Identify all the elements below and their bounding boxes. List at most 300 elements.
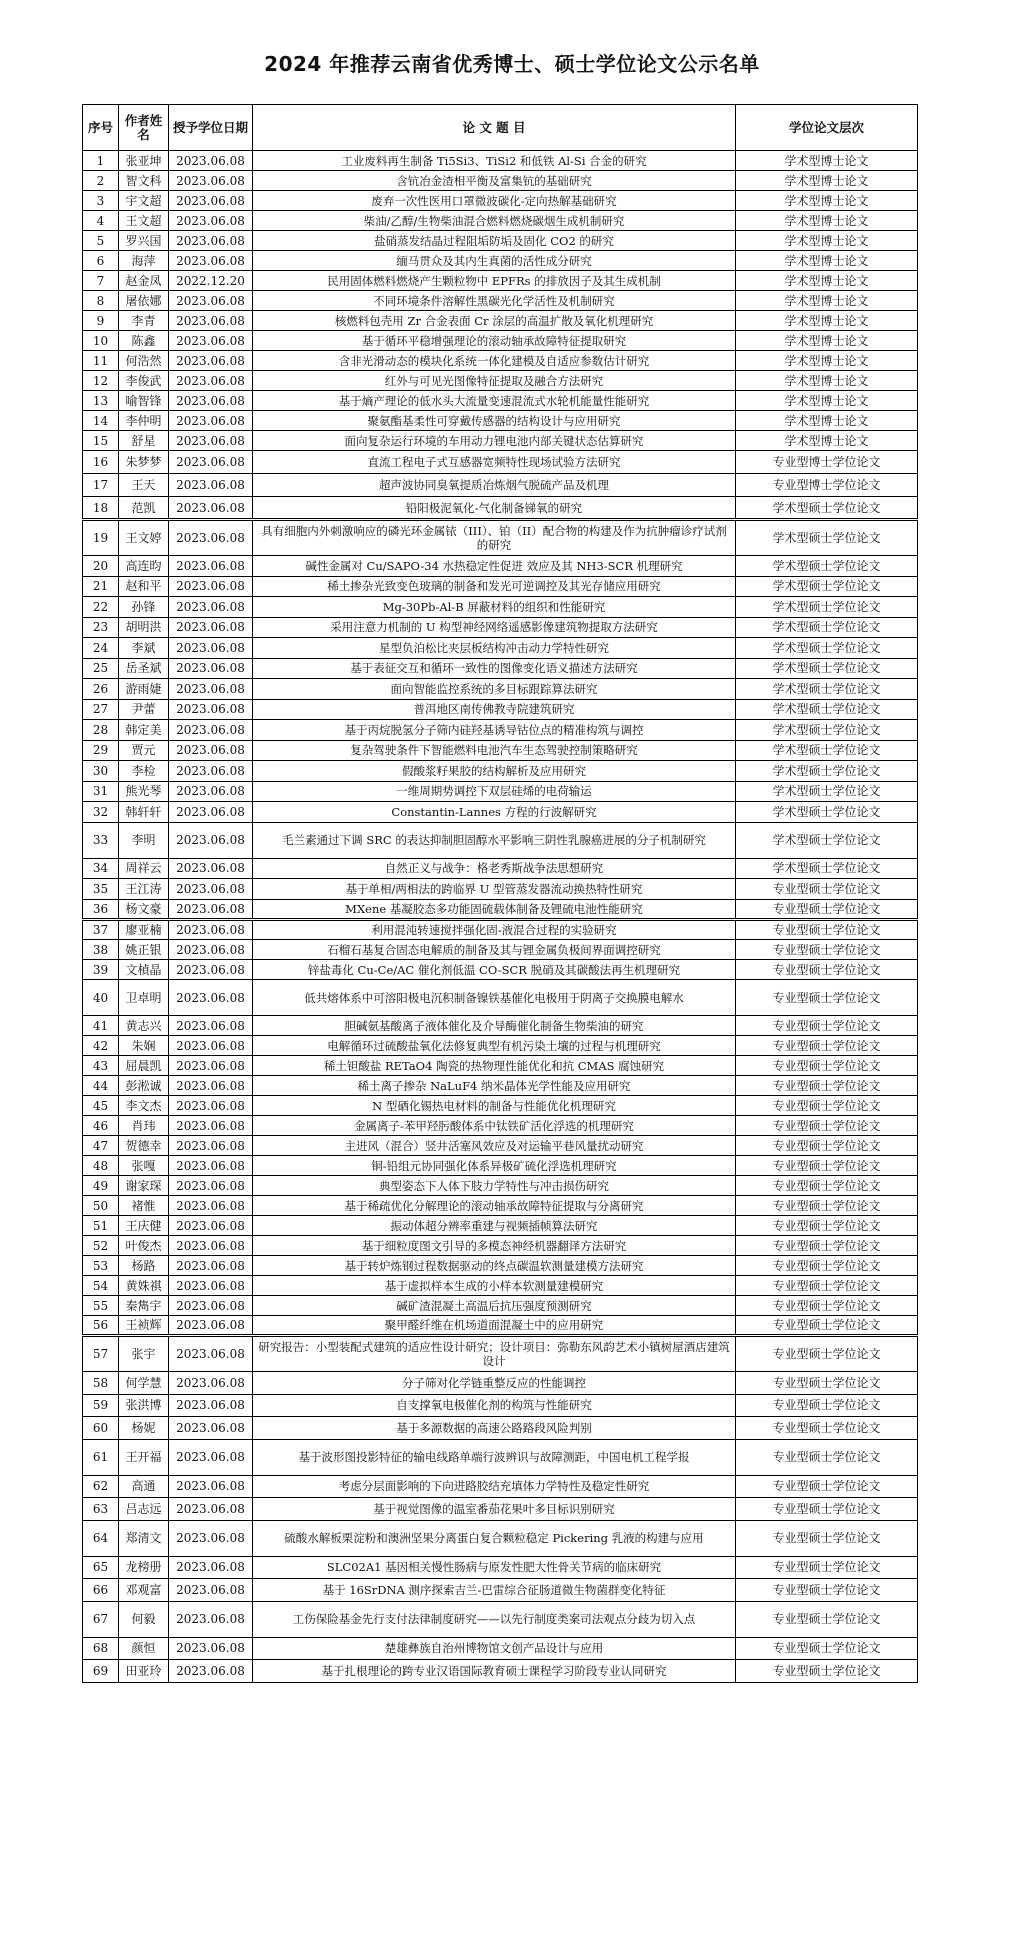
- cell-thesis-title: 毛兰素通过下调 SRC 的表达抑制胆固醇水平影响三阴性乳腺癌进展的分子机制研究: [253, 822, 736, 858]
- table-row: [83, 1394, 918, 1417]
- table-row: [83, 271, 918, 291]
- cell-date: 2023.06.08: [169, 802, 253, 823]
- cell-thesis-title: 稀土掺杂光致变色玻璃的制备和发光可逆调控及其光存储应用研究: [253, 576, 736, 597]
- cell-thesis-title: 金属离子-苯甲羟肟酸体系中钛铁矿活化浮选的机理研究: [253, 1116, 736, 1136]
- cell-date: 2023.06.08: [169, 151, 253, 171]
- cell-no: 42: [83, 1036, 119, 1056]
- cell-degree-level: 学术型博士论文: [736, 431, 918, 451]
- cell-no: 6: [83, 251, 119, 271]
- cell-date: 2023.06.08: [169, 1637, 253, 1660]
- cell-date: 2023.06.08: [169, 980, 253, 1016]
- cell-thesis-title: 稀土离子掺杂 NaLuF4 纳米晶体光学性能及应用研究: [253, 1076, 736, 1096]
- cell-author: 孙锋: [119, 597, 169, 618]
- cell-degree-level: 专业型博士学位论文: [736, 474, 918, 497]
- table-row: [83, 1439, 918, 1475]
- cell-degree-level: 专业型硕士学位论文: [736, 1579, 918, 1602]
- table-row: [83, 1196, 918, 1216]
- cell-author: 岳圣斌: [119, 658, 169, 679]
- cell-degree-level: 专业型硕士学位论文: [736, 1096, 918, 1116]
- cell-no: 35: [83, 879, 119, 900]
- cell-author: 杨路: [119, 1256, 169, 1276]
- cell-author: 黄志兴: [119, 1016, 169, 1036]
- cell-degree-level: 专业型硕士学位论文: [736, 899, 918, 920]
- cell-date: 2023.06.08: [169, 556, 253, 577]
- cell-date: 2023.06.08: [169, 761, 253, 782]
- cell-degree-level: 专业型硕士学位论文: [736, 1498, 918, 1521]
- cell-no: 4: [83, 211, 119, 231]
- cell-date: 2023.06.08: [169, 920, 253, 940]
- cell-no: 49: [83, 1176, 119, 1196]
- cell-degree-level: 专业型硕士学位论文: [736, 1196, 918, 1216]
- cell-no: 38: [83, 940, 119, 960]
- cell-thesis-title: 面向复杂运行环境的车用动力锂电池内部关键状态估算研究: [253, 431, 736, 451]
- cell-author: 王文婷: [119, 520, 169, 556]
- table-row: [83, 1256, 918, 1276]
- cell-date: 2023.06.08: [169, 740, 253, 761]
- cell-thesis-title: 低共熔体系中可溶阳极电沉积制备镍铁基催化电极用于阴离子交换膜电解水: [253, 980, 736, 1016]
- cell-degree-level: 学术型博士论文: [736, 371, 918, 391]
- cell-degree-level: 学术型博士论文: [736, 251, 918, 271]
- cell-thesis-title: 普洱地区南传佛教寺院建筑研究: [253, 699, 736, 720]
- cell-no: 55: [83, 1296, 119, 1316]
- cell-author: 张亚坤: [119, 151, 169, 171]
- cell-degree-level: 学术型硕士学位论文: [736, 858, 918, 879]
- page-title: 2024 年推荐云南省优秀博士、硕士学位论文公示名单: [264, 52, 760, 76]
- cell-degree-level: 专业型硕士学位论文: [736, 1156, 918, 1176]
- cell-thesis-title: 基于视觉图像的温室番茄花果叶多目标识别研究: [253, 1498, 736, 1521]
- cell-author: 龙榜册: [119, 1556, 169, 1579]
- cell-no: 37: [83, 920, 119, 940]
- cell-date: 2023.06.08: [169, 1660, 253, 1683]
- table-row: [83, 451, 918, 474]
- cell-author: 李明: [119, 822, 169, 858]
- cell-author: 卫卓明: [119, 980, 169, 1016]
- table-row: [83, 740, 918, 761]
- cell-no: 54: [83, 1276, 119, 1296]
- cell-degree-level: 专业型硕士学位论文: [736, 1036, 918, 1056]
- cell-author: 智文科: [119, 171, 169, 191]
- table-row: [83, 960, 918, 980]
- cell-thesis-title: 工业废料再生制备 Ti5Si3、TiSi2 和低铁 Al-Si 合金的研究: [253, 151, 736, 171]
- cell-degree-level: 学术型硕士学位论文: [736, 802, 918, 823]
- table-row: [83, 1660, 918, 1683]
- cell-no: 16: [83, 451, 119, 474]
- cell-thesis-title: 典型姿态下人体下肢力学特性与冲击损伤研究: [253, 1176, 736, 1196]
- cell-date: 2023.06.08: [169, 1256, 253, 1276]
- cell-degree-level: 专业型硕士学位论文: [736, 1394, 918, 1417]
- table-row: [83, 1176, 918, 1196]
- cell-author: 肖玮: [119, 1116, 169, 1136]
- cell-degree-level: 专业型硕士学位论文: [736, 1556, 918, 1579]
- cell-date: 2023.06.08: [169, 940, 253, 960]
- header-level: 学位论文层次: [736, 105, 918, 151]
- cell-no: 1: [83, 151, 119, 171]
- cell-thesis-title: 假酸浆籽果胶的结构解析及应用研究: [253, 761, 736, 782]
- cell-date: 2023.06.08: [169, 1556, 253, 1579]
- cell-degree-level: 专业型硕士学位论文: [736, 1016, 918, 1036]
- cell-degree-level: 专业型硕士学位论文: [736, 1176, 918, 1196]
- cell-author: 韩轩轩: [119, 802, 169, 823]
- cell-thesis-title: 分子筛对化学链重整反应的性能调控: [253, 1372, 736, 1395]
- cell-thesis-title: 硫酸水解板栗淀粉和澳洲坚果分离蛋白复合颗粒稳定 Pickering 乳液的构建与应用: [253, 1520, 736, 1556]
- cell-author: 彭淞诚: [119, 1076, 169, 1096]
- cell-date: 2023.06.08: [169, 497, 253, 520]
- cell-degree-level: 专业型硕士学位论文: [736, 980, 918, 1016]
- cell-no: 3: [83, 191, 119, 211]
- cell-no: 26: [83, 679, 119, 700]
- cell-degree-level: 学术型硕士学位论文: [736, 638, 918, 659]
- table-row: [83, 1156, 918, 1176]
- cell-no: 66: [83, 1579, 119, 1602]
- cell-no: 21: [83, 576, 119, 597]
- cell-degree-level: 学术型博士论文: [736, 331, 918, 351]
- table-row: [83, 638, 918, 659]
- cell-author: 杨妮: [119, 1417, 169, 1440]
- cell-thesis-title: 含钪冶金渣相平衡及富集钪的基础研究: [253, 171, 736, 191]
- cell-author: 张宇: [119, 1336, 169, 1372]
- table-row: [83, 391, 918, 411]
- cell-no: 11: [83, 351, 119, 371]
- table-row: [83, 1520, 918, 1556]
- table-row: [83, 699, 918, 720]
- cell-date: 2023.06.08: [169, 1579, 253, 1602]
- cell-no: 67: [83, 1601, 119, 1637]
- cell-author: 邓观富: [119, 1579, 169, 1602]
- cell-thesis-title: 稀土钽酸盐 RETaO4 陶瓷的热物理性能优化和抗 CMAS 腐蚀研究: [253, 1056, 736, 1076]
- cell-author: 黄姝祺: [119, 1276, 169, 1296]
- cell-degree-level: 专业型硕士学位论文: [736, 1056, 918, 1076]
- table-row: [83, 658, 918, 679]
- cell-no: 12: [83, 371, 119, 391]
- cell-thesis-title: 主进风（混合）竖井活塞风效应及对运输平巷风量扰动研究: [253, 1136, 736, 1156]
- cell-no: 36: [83, 899, 119, 920]
- cell-degree-level: 学术型博士论文: [736, 191, 918, 211]
- cell-date: 2023.06.08: [169, 431, 253, 451]
- cell-author: 何浩然: [119, 351, 169, 371]
- cell-date: 2023.06.08: [169, 231, 253, 251]
- cell-no: 43: [83, 1056, 119, 1076]
- cell-author: 周祥云: [119, 858, 169, 879]
- cell-degree-level: 专业型硕士学位论文: [736, 1475, 918, 1498]
- cell-author: 朱娴: [119, 1036, 169, 1056]
- cell-date: 2023.06.08: [169, 331, 253, 351]
- table-row: [83, 879, 918, 900]
- cell-no: 19: [83, 520, 119, 556]
- table-row: [83, 1236, 918, 1256]
- cell-date: 2023.06.08: [169, 1439, 253, 1475]
- cell-thesis-title: 基于稀疏优化分解理论的滚动轴承故障特征提取与分离研究: [253, 1196, 736, 1216]
- cell-degree-level: 学术型博士论文: [736, 291, 918, 311]
- cell-author: 李文杰: [119, 1096, 169, 1116]
- cell-thesis-title: 含非光滑动态的模块化系统一体化建模及自适应参数估计研究: [253, 351, 736, 371]
- cell-author: 何毅: [119, 1601, 169, 1637]
- cell-no: 63: [83, 1498, 119, 1521]
- cell-no: 20: [83, 556, 119, 577]
- cell-degree-level: 学术型博士论文: [736, 391, 918, 411]
- cell-author: 屈晨凯: [119, 1056, 169, 1076]
- cell-author: 喻智锋: [119, 391, 169, 411]
- cell-author: 王江涛: [119, 879, 169, 900]
- table-row: [83, 1637, 918, 1660]
- cell-degree-level: 学术型博士论文: [736, 171, 918, 191]
- cell-degree-level: 专业型硕士学位论文: [736, 1116, 918, 1136]
- cell-date: 2023.06.08: [169, 1236, 253, 1256]
- table-row: [83, 291, 918, 311]
- cell-date: 2023.06.08: [169, 1096, 253, 1116]
- cell-no: 53: [83, 1256, 119, 1276]
- cell-author: 贾元: [119, 740, 169, 761]
- cell-no: 30: [83, 761, 119, 782]
- cell-no: 45: [83, 1096, 119, 1116]
- table-row: [83, 520, 918, 556]
- cell-thesis-title: 基于单相/两相法的跨临界 U 型管蒸发器流动换热特性研究: [253, 879, 736, 900]
- cell-date: 2023.06.08: [169, 679, 253, 700]
- cell-degree-level: 专业型硕士学位论文: [736, 1216, 918, 1236]
- cell-degree-level: 专业型硕士学位论文: [736, 1136, 918, 1156]
- cell-degree-level: 专业型硕士学位论文: [736, 940, 918, 960]
- cell-no: 48: [83, 1156, 119, 1176]
- table-row: [83, 1556, 918, 1579]
- table-row: [83, 1475, 918, 1498]
- cell-thesis-title: 聚甲醛纤维在机场道面混凝土中的应用研究: [253, 1316, 736, 1336]
- cell-author: 陈鑫: [119, 331, 169, 351]
- cell-author: 高通: [119, 1475, 169, 1498]
- cell-author: 游雨婕: [119, 679, 169, 700]
- cell-thesis-title: 基于虚拟样本生成的小样本软测量建模研究: [253, 1276, 736, 1296]
- cell-author: 李俊武: [119, 371, 169, 391]
- cell-thesis-title: 楚雄彝族自治州博物馆文创产品设计与应用: [253, 1637, 736, 1660]
- cell-date: 2023.06.08: [169, 311, 253, 331]
- cell-degree-level: 专业型硕士学位论文: [736, 1276, 918, 1296]
- cell-date: 2023.06.08: [169, 371, 253, 391]
- cell-no: 31: [83, 781, 119, 802]
- cell-thesis-title: 自支撑氧电极催化剂的构筑与性能研究: [253, 1394, 736, 1417]
- cell-thesis-title: 研究报告：小型装配式建筑的适应性设计研究；设计项目：弥勒东风韵艺术小镇树屋酒店建筑设计: [253, 1336, 736, 1372]
- cell-no: 13: [83, 391, 119, 411]
- table-row: [83, 1498, 918, 1521]
- cell-date: 2023.06.08: [169, 1276, 253, 1296]
- cell-date: 2023.06.08: [169, 1176, 253, 1196]
- table-body: [83, 151, 918, 1683]
- thesis-table: [82, 104, 918, 1683]
- cell-no: 32: [83, 802, 119, 823]
- cell-date: 2023.06.08: [169, 858, 253, 879]
- cell-author: 李检: [119, 761, 169, 782]
- cell-author: 杨文豪: [119, 899, 169, 920]
- cell-degree-level: 学术型博士论文: [736, 351, 918, 371]
- table-row: [83, 1116, 918, 1136]
- cell-date: 2023.06.08: [169, 1196, 253, 1216]
- cell-author: 吕志远: [119, 1498, 169, 1521]
- cell-date: 2023.06.08: [169, 576, 253, 597]
- cell-author: 李斌: [119, 638, 169, 659]
- table-header-row: [83, 105, 918, 151]
- cell-author: 范凯: [119, 497, 169, 520]
- cell-thesis-title: 基于扎根理论的跨专业汉语国际教育硕士课程学习阶段专业认同研究: [253, 1660, 736, 1683]
- table-row: [83, 1276, 918, 1296]
- cell-no: 27: [83, 699, 119, 720]
- table-row: [83, 1601, 918, 1637]
- cell-degree-level: 学术型硕士学位论文: [736, 597, 918, 618]
- cell-date: 2023.06.08: [169, 879, 253, 900]
- cell-author: 罗兴国: [119, 231, 169, 251]
- cell-date: 2023.06.08: [169, 391, 253, 411]
- cell-no: 2: [83, 171, 119, 191]
- cell-author: 韩定美: [119, 720, 169, 741]
- cell-degree-level: 学术型博士论文: [736, 151, 918, 171]
- cell-thesis-title: 基于丙烷脱氢分子筛内硅羟基诱导钴位点的精准构筑与调控: [253, 720, 736, 741]
- cell-no: 24: [83, 638, 119, 659]
- cell-author: 胡明洪: [119, 617, 169, 638]
- header-date: 授予学位日期: [169, 105, 253, 151]
- cell-no: 41: [83, 1016, 119, 1036]
- cell-no: 57: [83, 1336, 119, 1372]
- cell-date: 2023.06.08: [169, 191, 253, 211]
- cell-author: 谢家琛: [119, 1176, 169, 1196]
- cell-no: 39: [83, 960, 119, 980]
- cell-thesis-title: 工伤保险基金先行支付法律制度研究——以先行制度类案司法观点分歧为切入点: [253, 1601, 736, 1637]
- cell-degree-level: 专业型硕士学位论文: [736, 1372, 918, 1395]
- cell-author: 王祯辉: [119, 1316, 169, 1336]
- cell-degree-level: 学术型硕士学位论文: [736, 520, 918, 556]
- cell-author: 秦雋宇: [119, 1296, 169, 1316]
- cell-date: 2023.06.08: [169, 720, 253, 741]
- table-row: [83, 431, 918, 451]
- table-row: [83, 331, 918, 351]
- table-row: [83, 940, 918, 960]
- cell-date: 2023.06.08: [169, 960, 253, 980]
- cell-date: 2023.06.08: [169, 1520, 253, 1556]
- cell-date: 2023.06.08: [169, 822, 253, 858]
- cell-degree-level: 专业型博士学位论文: [736, 451, 918, 474]
- cell-author: 赵和平: [119, 576, 169, 597]
- cell-no: 15: [83, 431, 119, 451]
- table-row: [83, 151, 918, 171]
- table-row: [83, 1336, 918, 1372]
- cell-degree-level: 学术型博士论文: [736, 231, 918, 251]
- cell-thesis-title: 不同环境条件溶解性黑碳光化学活性及机制研究: [253, 291, 736, 311]
- cell-author: 贺德幸: [119, 1136, 169, 1156]
- cell-degree-level: 专业型硕士学位论文: [736, 1076, 918, 1096]
- table-row: [83, 1579, 918, 1602]
- cell-date: 2023.06.08: [169, 899, 253, 920]
- header-author: 作者姓名: [119, 105, 169, 151]
- cell-date: 2023.06.08: [169, 211, 253, 231]
- cell-thesis-title: 基于细粒度图文引导的多模态神经机器翻译方法研究: [253, 1236, 736, 1256]
- table-row: [83, 351, 918, 371]
- cell-date: 2023.06.08: [169, 1417, 253, 1440]
- cell-thesis-title: 碱矿渣混凝土高温后抗压强度预测研究: [253, 1296, 736, 1316]
- cell-no: 52: [83, 1236, 119, 1256]
- cell-degree-level: 专业型硕士学位论文: [736, 1316, 918, 1336]
- table-row: [83, 720, 918, 741]
- cell-degree-level: 学术型硕士学位论文: [736, 679, 918, 700]
- cell-thesis-title: 振动体超分辨率重建与视频插帧算法研究: [253, 1216, 736, 1236]
- cell-no: 22: [83, 597, 119, 618]
- cell-thesis-title: 基于波形图投影特征的输电线路单端行波辨识与故障测距，中国电机工程学报: [253, 1439, 736, 1475]
- cell-no: 23: [83, 617, 119, 638]
- header-no: 序号: [83, 105, 119, 151]
- cell-date: 2023.06.08: [169, 1076, 253, 1096]
- cell-degree-level: 专业型硕士学位论文: [736, 1256, 918, 1276]
- cell-author: 何学慧: [119, 1372, 169, 1395]
- cell-no: 25: [83, 658, 119, 679]
- cell-author: 宇文超: [119, 191, 169, 211]
- cell-thesis-title: 基于多源数据的高速公路路段风险判别: [253, 1417, 736, 1440]
- cell-thesis-title: 盐硝蒸发结晶过程阻垢防垢及固化 CO2 的研究: [253, 231, 736, 251]
- cell-author: 姚正银: [119, 940, 169, 960]
- table-row: [83, 231, 918, 251]
- table-row: [83, 802, 918, 823]
- cell-author: 李青: [119, 311, 169, 331]
- cell-thesis-title: 废弃一次性医用口罩微波碳化-定向热解基础研究: [253, 191, 736, 211]
- cell-date: 2023.06.08: [169, 1136, 253, 1156]
- cell-author: 舒星: [119, 431, 169, 451]
- cell-no: 5: [83, 231, 119, 251]
- cell-degree-level: 学术型硕士学位论文: [736, 497, 918, 520]
- cell-thesis-title: SLC02A1 基因相关慢性肠病与原发性肥大性骨关节病的临床研究: [253, 1556, 736, 1579]
- cell-date: 2023.06.08: [169, 1036, 253, 1056]
- cell-degree-level: 专业型硕士学位论文: [736, 1236, 918, 1256]
- cell-date: 2023.06.08: [169, 251, 253, 271]
- cell-thesis-title: N 型硒化锡热电材料的制备与性能优化机理研究: [253, 1096, 736, 1116]
- cell-degree-level: 学术型硕士学位论文: [736, 617, 918, 638]
- cell-author: 海萍: [119, 251, 169, 271]
- cell-degree-level: 学术型硕士学位论文: [736, 761, 918, 782]
- cell-thesis-title: 基于 16SrDNA 测序探索吉兰-巴雷综合征肠道微生物菌群变化特征: [253, 1579, 736, 1602]
- cell-thesis-title: 石榴石基复合固态电解质的制备及其与锂金属负极间界面调控研究: [253, 940, 736, 960]
- cell-date: 2023.06.08: [169, 291, 253, 311]
- cell-author: 王天: [119, 474, 169, 497]
- cell-degree-level: 专业型硕士学位论文: [736, 1296, 918, 1316]
- cell-date: 2023.06.08: [169, 1296, 253, 1316]
- cell-author: 颜恒: [119, 1637, 169, 1660]
- cell-thesis-title: 基于转炉炼钢过程数据驱动的终点碳温软测量建模方法研究: [253, 1256, 736, 1276]
- table-row: [83, 980, 918, 1016]
- table-row: [83, 1417, 918, 1440]
- cell-date: 2023.06.08: [169, 1498, 253, 1521]
- cell-author: 王开福: [119, 1439, 169, 1475]
- cell-degree-level: 专业型硕士学位论文: [736, 1637, 918, 1660]
- cell-no: 44: [83, 1076, 119, 1096]
- cell-degree-level: 学术型硕士学位论文: [736, 658, 918, 679]
- cell-thesis-title: MXene 基凝胶态多功能固硫载体制备及锂硫电池性能研究: [253, 899, 736, 920]
- cell-no: 34: [83, 858, 119, 879]
- table-row: [83, 171, 918, 191]
- cell-degree-level: 学术型博士论文: [736, 211, 918, 231]
- cell-date: 2023.06.08: [169, 617, 253, 638]
- cell-date: 2023.06.08: [169, 1601, 253, 1637]
- table-row: [83, 761, 918, 782]
- cell-no: 18: [83, 497, 119, 520]
- cell-degree-level: 专业型硕士学位论文: [736, 1336, 918, 1372]
- table-row: [83, 1216, 918, 1236]
- cell-degree-level: 专业型硕士学位论文: [736, 879, 918, 900]
- table-row: [83, 617, 918, 638]
- cell-author: 郑清文: [119, 1520, 169, 1556]
- cell-thesis-title: 基于表征交互和循环一致性的图像变化语义描述方法研究: [253, 658, 736, 679]
- cell-no: 46: [83, 1116, 119, 1136]
- cell-author: 赵金凤: [119, 271, 169, 291]
- cell-no: 29: [83, 740, 119, 761]
- cell-date: 2023.06.08: [169, 1336, 253, 1372]
- cell-date: 2023.06.08: [169, 658, 253, 679]
- table-row: [83, 576, 918, 597]
- table-row: [83, 474, 918, 497]
- cell-date: 2023.06.08: [169, 1394, 253, 1417]
- table-row: [83, 1136, 918, 1156]
- table-row: [83, 597, 918, 618]
